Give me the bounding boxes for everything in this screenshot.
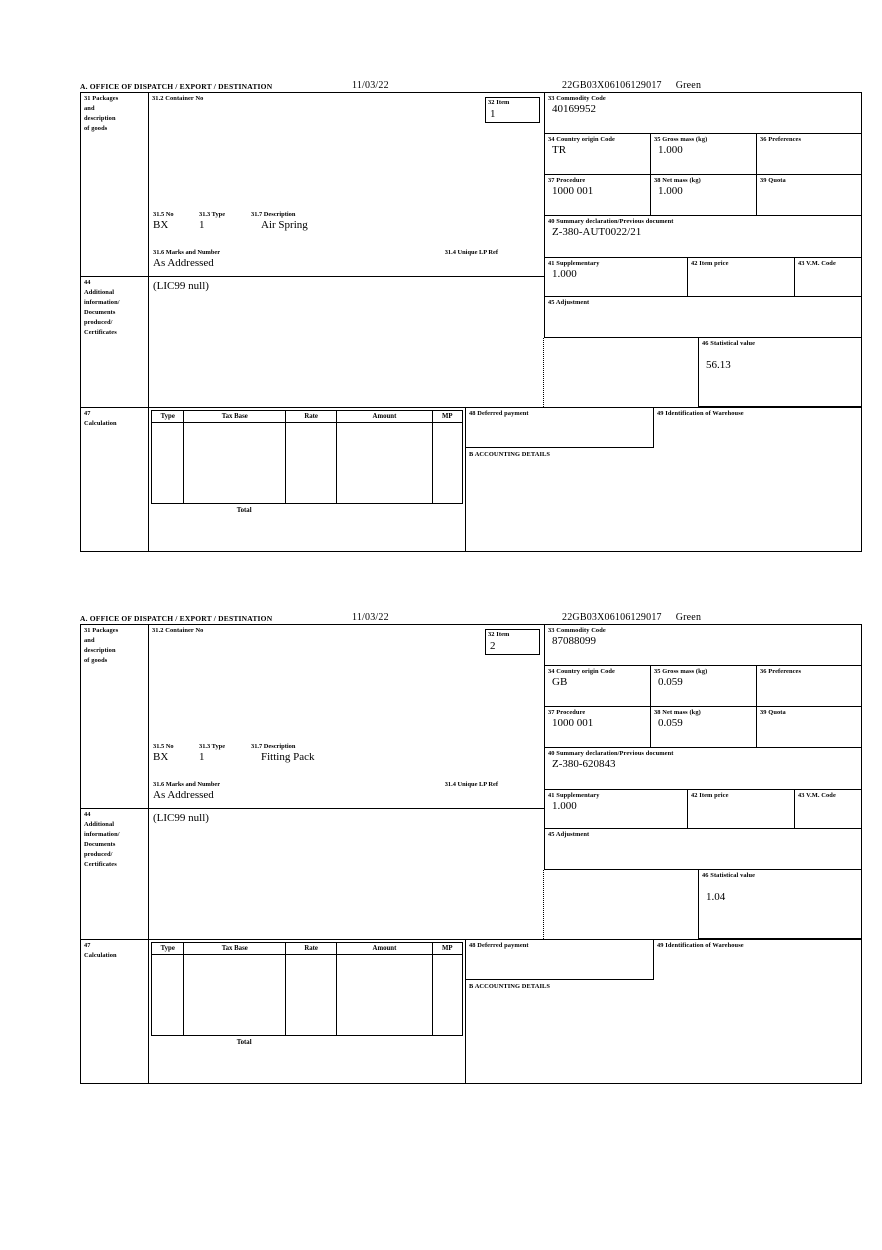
- office-of-dispatch-label: A. OFFICE OF DISPATCH / EXPORT / DESTINATION: [80, 82, 273, 91]
- box-38-value: 1.000: [658, 185, 683, 197]
- box-44-label-line-4: Documents: [84, 308, 116, 316]
- box-33-label: 33 Commodity Code: [548, 94, 606, 102]
- declaration-date: 11/03/22: [352, 80, 389, 91]
- box-31-goods-area: [148, 625, 544, 808]
- box-48-deferred-payment: [466, 408, 654, 448]
- box-b-label: B ACCOUNTING DETAILS: [469, 983, 551, 990]
- box-44-label: [81, 276, 148, 408]
- box-37-value: 1000 001: [552, 717, 594, 729]
- cell-mp: [432, 955, 462, 1036]
- box-31-3-type-value: 1: [199, 219, 205, 231]
- box-39-label: 39 Quota: [760, 176, 786, 184]
- cell-rate: [286, 955, 337, 1036]
- box-47-table: [151, 410, 463, 516]
- box-34-country-origin: [544, 666, 650, 707]
- box-44-content-area: [148, 808, 544, 940]
- box-33-value: 40169952: [552, 103, 596, 115]
- box-38-net-mass: [650, 175, 756, 216]
- box-49-label: 49 Identification of Warehouse: [657, 941, 744, 949]
- box-31-label-line-2: and: [84, 636, 95, 644]
- box-35-gross-mass: [650, 666, 756, 707]
- box-39-quota: [756, 707, 861, 748]
- box-35-label: 35 Gross mass (kg): [654, 135, 708, 143]
- cell-amount: [337, 955, 432, 1036]
- box-31-package-row: [153, 743, 314, 764]
- box-31-label-line-1: 31 Packages: [84, 626, 119, 634]
- box-47-table-wrap: [149, 408, 465, 551]
- box-32-item: [485, 97, 540, 123]
- box-32-item: [485, 629, 540, 655]
- cell-amount: [337, 423, 432, 504]
- box-47-calculation-area: [148, 407, 861, 551]
- declaration-form-item-1: [80, 78, 862, 552]
- cell-tax-base: [184, 423, 286, 504]
- box-38-value: 0.059: [658, 717, 683, 729]
- form-body: [80, 624, 862, 1084]
- box-31-7-description-label: 31.7 Description: [251, 743, 296, 750]
- box-31-4-unique-lp-label: 31.4 Unique LP Ref: [444, 249, 498, 256]
- box-37-value: 1000 001: [552, 185, 594, 197]
- box-36-preferences: [756, 666, 861, 707]
- table-header-row: [152, 943, 463, 955]
- box-35-gross-mass: [650, 134, 756, 175]
- box-40-label: 40 Summary declaration/Previous document: [548, 217, 674, 225]
- box-31-marks-row: [153, 781, 540, 802]
- box-37-label: 37 Procedure: [548, 708, 586, 716]
- box-47-label-line-2: Calculation: [84, 419, 117, 427]
- declaration-date: 11/03/22: [352, 612, 389, 623]
- box-46-statistical-value: [698, 338, 861, 407]
- box-44-value: (LIC99 null): [153, 812, 209, 824]
- box-46-label: 46 Statistical value: [702, 871, 756, 879]
- box-46-value: 56.13: [706, 359, 731, 371]
- table-total-row: [152, 504, 463, 517]
- box-49-warehouse: [653, 408, 861, 447]
- box-48-label: 48 Deferred payment: [469, 941, 529, 949]
- box-35-value: 0.059: [658, 676, 683, 688]
- box-44-label-line-3: information/: [84, 830, 120, 838]
- route-status: Green: [675, 612, 702, 623]
- table-row: [152, 423, 463, 504]
- box-44-label-line-5: produced/: [84, 850, 113, 858]
- box-32-value: 1: [490, 107, 496, 120]
- box-31-6-marks-label: 31.6 Marks and Number: [153, 781, 221, 788]
- box-40-previous-document: [544, 216, 861, 258]
- box-32-label: 32 Item: [488, 631, 510, 638]
- box-33-label: 33 Commodity Code: [548, 626, 606, 634]
- box-39-label: 39 Quota: [760, 708, 786, 716]
- box-41-value: 1.000: [552, 800, 577, 812]
- box-46-value: 1.04: [706, 891, 726, 903]
- box-40-label: 40 Summary declaration/Previous document: [548, 749, 674, 757]
- box-44-label-line-2: Additional: [84, 820, 115, 828]
- box-37-label: 37 Procedure: [548, 176, 586, 184]
- box-31-2-container-label: 31.2 Container No: [152, 94, 204, 102]
- box-48-49-b-area: [465, 408, 861, 551]
- box-31-label: [81, 93, 148, 276]
- col-mp: MP: [432, 411, 462, 423]
- col-tax-base: Tax Base: [184, 943, 286, 955]
- cell-type: [152, 423, 184, 504]
- box-31-7-description-label: 31.7 Description: [251, 211, 296, 218]
- box-34-value: GB: [552, 676, 568, 688]
- box-31-6-marks-label: 31.6 Marks and Number: [153, 249, 221, 256]
- col-rate: Rate: [286, 943, 337, 955]
- box-31-label: [81, 625, 148, 808]
- form-header: [80, 610, 862, 624]
- box-47-label-line-1: 47: [84, 409, 91, 417]
- box-44-label-line-3: information/: [84, 298, 120, 306]
- box-31-6-marks-value: As Addressed: [153, 257, 214, 269]
- box-44-value: (LIC99 null): [153, 280, 209, 292]
- box-43-label: 43 V.M. Code: [798, 791, 836, 799]
- box-31-3-type-value: 1: [199, 751, 205, 763]
- box-47-label: [81, 939, 148, 1083]
- col-rate: Rate: [286, 411, 337, 423]
- box-31-4-unique-lp-label: 31.4 Unique LP Ref: [444, 781, 498, 788]
- box-34-label: 34 Country origin Code: [548, 667, 615, 675]
- box-40-value: Z-380-AUT0022/21: [552, 226, 642, 238]
- box-49-warehouse: [653, 940, 861, 979]
- col-type: Type: [152, 411, 184, 423]
- box-38-label: 38 Net mass (kg): [654, 176, 701, 184]
- box-48-deferred-payment: [466, 940, 654, 980]
- box-31-3-type-label: 31.3 Type: [199, 211, 226, 218]
- box-40-previous-document: [544, 748, 861, 790]
- box-32-label: 32 Item: [488, 99, 510, 106]
- box-45-label: 45 Adjustment: [548, 298, 590, 306]
- box-41-value: 1.000: [552, 268, 577, 280]
- box-44-label-line-6: Certificates: [84, 860, 117, 868]
- box-49-label: 49 Identification of Warehouse: [657, 409, 744, 417]
- box-44-label-line-5: produced/: [84, 318, 113, 326]
- box-42-item-price: [687, 258, 794, 297]
- box-31-3-type-label: 31.3 Type: [199, 743, 226, 750]
- cell-type: [152, 955, 184, 1036]
- box-31-5-no-label: 31.5 No: [153, 743, 174, 750]
- form-header: [80, 78, 862, 92]
- box-33-commodity-code: [544, 93, 861, 134]
- box-44-label-line-2: Additional: [84, 288, 115, 296]
- box-35-value: 1.000: [658, 144, 683, 156]
- box-36-label: 36 Preferences: [760, 135, 802, 143]
- box-42-label: 42 Item price: [691, 791, 729, 799]
- box-34-label: 34 Country origin Code: [548, 135, 615, 143]
- box-44-label-line-1: 44: [84, 810, 91, 818]
- box-31-label-line-1: 31 Packages: [84, 94, 119, 102]
- box-38-net-mass: [650, 707, 756, 748]
- box-b-label: B ACCOUNTING DETAILS: [469, 451, 551, 458]
- box-40-value: Z-380-620843: [552, 758, 616, 770]
- box-32-value: 2: [490, 639, 496, 652]
- col-amount: Amount: [337, 411, 432, 423]
- box-45-adjustment: [544, 829, 861, 870]
- box-36-label: 36 Preferences: [760, 667, 802, 675]
- col-tax-base: Tax Base: [184, 411, 286, 423]
- box-45-adjustment: [544, 297, 861, 338]
- box-47-table-wrap: [149, 940, 465, 1083]
- form-body: [80, 92, 862, 552]
- box-41-label: 41 Supplementary: [548, 791, 600, 799]
- box-31-goods-area: [148, 93, 544, 276]
- box-31-7-description-value: Air Spring: [261, 219, 308, 231]
- col-mp: MP: [432, 943, 462, 955]
- box-41-label: 41 Supplementary: [548, 259, 600, 267]
- total-value: [337, 504, 463, 517]
- col-amount: Amount: [337, 943, 432, 955]
- box-38-label: 38 Net mass (kg): [654, 708, 701, 716]
- mrn-block: [562, 612, 701, 623]
- box-34-value: TR: [552, 144, 567, 156]
- box-47-table: [151, 942, 463, 1048]
- box-43-vm-code: [794, 258, 861, 297]
- box-44-label: [81, 808, 148, 940]
- box-41-supplementary: [544, 790, 687, 829]
- cell-mp: [432, 423, 462, 504]
- box-48-49-b-area: [465, 940, 861, 1083]
- table-row: [152, 955, 463, 1036]
- box-34-country-origin: [544, 134, 650, 175]
- box-31-label-line-3: description: [84, 114, 116, 122]
- dotted-divider: [543, 870, 544, 939]
- box-43-vm-code: [794, 790, 861, 829]
- total-label: Total: [152, 1036, 337, 1049]
- box-44-label-line-6: Certificates: [84, 328, 117, 336]
- box-39-quota: [756, 175, 861, 216]
- box-33-commodity-code: [544, 625, 861, 666]
- box-35-label: 35 Gross mass (kg): [654, 667, 708, 675]
- declaration-form-item-2: [80, 610, 862, 1084]
- box-41-supplementary: [544, 258, 687, 297]
- box-31-label-line-4: of goods: [84, 656, 108, 664]
- box-44-content-area: [148, 276, 544, 408]
- box-45-label: 45 Adjustment: [548, 830, 590, 838]
- cell-rate: [286, 423, 337, 504]
- box-47-label-line-1: 47: [84, 941, 91, 949]
- office-of-dispatch-label: A. OFFICE OF DISPATCH / EXPORT / DESTINATION: [80, 614, 273, 623]
- cell-tax-base: [184, 955, 286, 1036]
- box-31-label-line-3: description: [84, 646, 116, 654]
- box-48-label: 48 Deferred payment: [469, 409, 529, 417]
- box-b-accounting-details: [466, 447, 861, 551]
- table-total-row: [152, 1036, 463, 1049]
- box-31-5-no-value: BX: [153, 219, 169, 231]
- box-33-value: 87088099: [552, 635, 596, 647]
- box-31-5-no-label: 31.5 No: [153, 211, 174, 218]
- box-37-procedure: [544, 175, 650, 216]
- box-44-label-line-4: Documents: [84, 840, 116, 848]
- box-31-marks-row: [153, 249, 540, 270]
- box-31-7-description-value: Fitting Pack: [261, 751, 315, 763]
- box-31-6-marks-value: As Addressed: [153, 789, 214, 801]
- box-42-item-price: [687, 790, 794, 829]
- box-37-procedure: [544, 707, 650, 748]
- box-43-label: 43 V.M. Code: [798, 259, 836, 267]
- box-47-calculation-area: [148, 939, 861, 1083]
- box-36-preferences: [756, 134, 861, 175]
- box-b-accounting-details: [466, 979, 861, 1083]
- box-42-label: 42 Item price: [691, 259, 729, 267]
- box-46-statistical-value: [698, 870, 861, 939]
- mrn-value: 22GB03X06106129017: [562, 612, 662, 623]
- total-value: [337, 1036, 463, 1049]
- total-label: Total: [152, 504, 337, 517]
- box-47-label: [81, 407, 148, 551]
- route-status: Green: [675, 80, 702, 91]
- box-31-label-line-4: of goods: [84, 124, 108, 132]
- box-44-label-line-1: 44: [84, 278, 91, 286]
- box-31-label-line-2: and: [84, 104, 95, 112]
- box-31-2-container-label: 31.2 Container No: [152, 626, 204, 634]
- mrn-block: [562, 80, 701, 91]
- box-47-label-line-2: Calculation: [84, 951, 117, 959]
- mrn-value: 22GB03X06106129017: [562, 80, 662, 91]
- dotted-divider: [543, 338, 544, 407]
- col-type: Type: [152, 943, 184, 955]
- table-header-row: [152, 411, 463, 423]
- box-46-label: 46 Statistical value: [702, 339, 756, 347]
- box-31-package-row: [153, 211, 308, 232]
- box-31-5-no-value: BX: [153, 751, 169, 763]
